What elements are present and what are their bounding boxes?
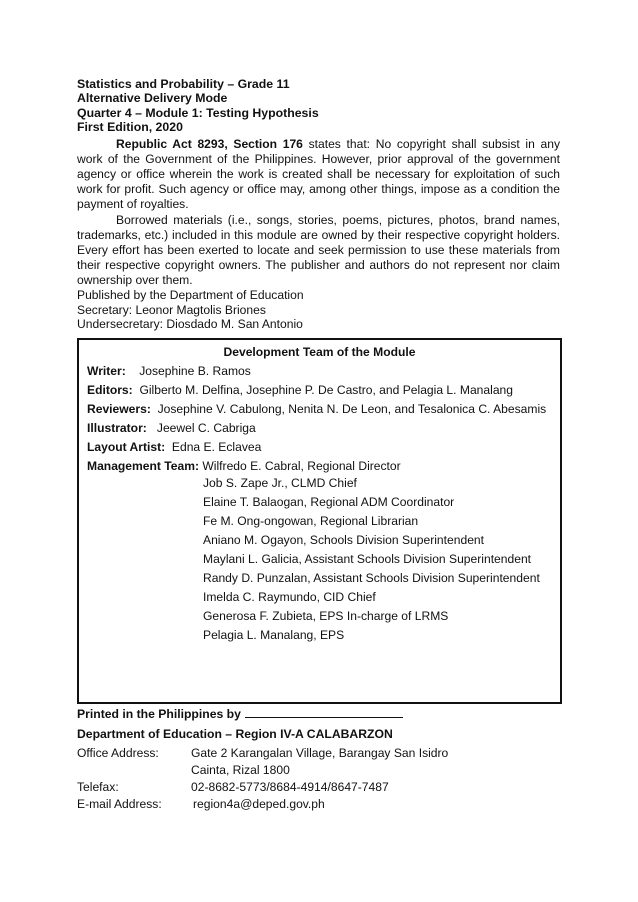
- publisher-block: [77, 288, 304, 332]
- telefax-number: 02-8682-5773/8684-4914/8647-7487: [191, 780, 389, 794]
- management-member: Aniano M. Ogayon, Schools Division Superintendent: [203, 533, 485, 547]
- region-heading: Department of Education – Region IV-A CALABARZON: [77, 727, 393, 741]
- copyright-text: states that: No copyright shall subsist in any work of the Government of the Philippines. However, prior approval of the government agency or office wherein the work is created shall be necessary for exploitation of such work for profit. Such agency or office may, among other things, impose as a condition the payment of royalties.: [77, 137, 560, 211]
- reviewers-row: [87, 402, 546, 416]
- development-team-box: [77, 338, 562, 704]
- email-address[interactable]: region4a@deped.gov.ph: [193, 797, 325, 811]
- management-member: Elaine T. Balaogan, Regional ADM Coordinator: [203, 495, 455, 509]
- office-address-label: Office Address:: [77, 746, 159, 760]
- reviewers-label: Reviewers:: [87, 402, 151, 416]
- management-member: Pelagia L. Manalang, EPS: [203, 628, 345, 642]
- management-member: Maylani L. Galicia, Assistant Schools Division Superintendent: [203, 552, 532, 566]
- borrowed-paragraph: [77, 213, 560, 288]
- header-mode: Alternative Delivery Mode: [77, 91, 228, 106]
- secretary: Secretary: Leonor Magtolis Briones: [77, 302, 266, 317]
- management-member: Fe M. Ong-ongowan, Regional Librarian: [203, 514, 419, 528]
- writer-label: Writer:: [87, 364, 126, 378]
- office-address-line1: Gate 2 Karangalan Village, Barangay San Isidro: [191, 746, 449, 760]
- illustrator-label: Illustrator:: [87, 421, 147, 435]
- editors-row: [87, 383, 513, 397]
- management-label: Management Team:: [87, 459, 200, 473]
- management-member: Randy D. Punzalan, Assistant Schools Division Superintendent: [203, 571, 540, 585]
- editors-names: Gilberto M. Delfina, Josephine P. De Castro, and Pelagia L. Manalang: [139, 383, 513, 397]
- header-subject: Statistics and Probability – Grade 11: [77, 77, 290, 91]
- team-title: Development Team of the Module: [223, 345, 416, 359]
- management-first: Wilfredo E. Cabral, Regional Director: [202, 459, 401, 473]
- header-edition: First Edition, 2020: [77, 120, 183, 135]
- printer-blank-line: [245, 705, 403, 718]
- printed-label: Printed in the Philippines by: [77, 707, 241, 721]
- office-address-line2: Cainta, Rizal 1800: [191, 763, 290, 777]
- email-label: E-mail Address:: [77, 797, 162, 811]
- writer-row: [87, 364, 251, 378]
- writer-name: Josephine B. Ramos: [139, 364, 251, 378]
- header-module: Quarter 4 – Module 1: Testing Hypothesis: [77, 105, 319, 120]
- illustrator-name: Jeewel C. Cabriga: [156, 421, 256, 435]
- layout-artist-row: [87, 440, 261, 454]
- management-member: Generosa F. Zubieta, EPS In-charge of LRMS: [203, 609, 449, 623]
- republic-act: Republic Act 8293, Section 176: [116, 137, 303, 151]
- management-member: Imelda C. Raymundo, CID Chief: [203, 590, 376, 604]
- module-header: [77, 77, 319, 135]
- borrowed-text: Borrowed materials (i.e., songs, stories, poems, pictures, photos, brand names, trademarks, etc.) included in this module are owned by their respective copyright holders. Every effort has been exerted to locate and seek permission to use these materials from their respective copyright owners. The publisher and authors do not represent nor claim ownership over them.: [77, 213, 560, 287]
- management-row: [87, 459, 401, 473]
- illustrator-row: [87, 421, 256, 435]
- printed-by: [77, 705, 403, 721]
- management-member: Job S. Zape Jr., CLMD Chief: [203, 476, 357, 490]
- published-by: Published by the Department of Education: [77, 288, 304, 302]
- copyright-paragraph: [77, 137, 560, 212]
- reviewers-names: Josephine V. Cabulong, Nenita N. De Leon, and Tesalonica C. Abesamis: [157, 402, 547, 416]
- layout-artist-name: Edna E. Eclavea: [171, 440, 262, 454]
- undersecretary: Undersecretary: Diosdado M. San Antonio: [77, 317, 303, 332]
- telefax-label: Telefax:: [77, 780, 119, 794]
- management-list: [203, 474, 540, 645]
- layout-artist-label: Layout Artist:: [87, 440, 166, 454]
- editors-label: Editors:: [87, 383, 133, 397]
